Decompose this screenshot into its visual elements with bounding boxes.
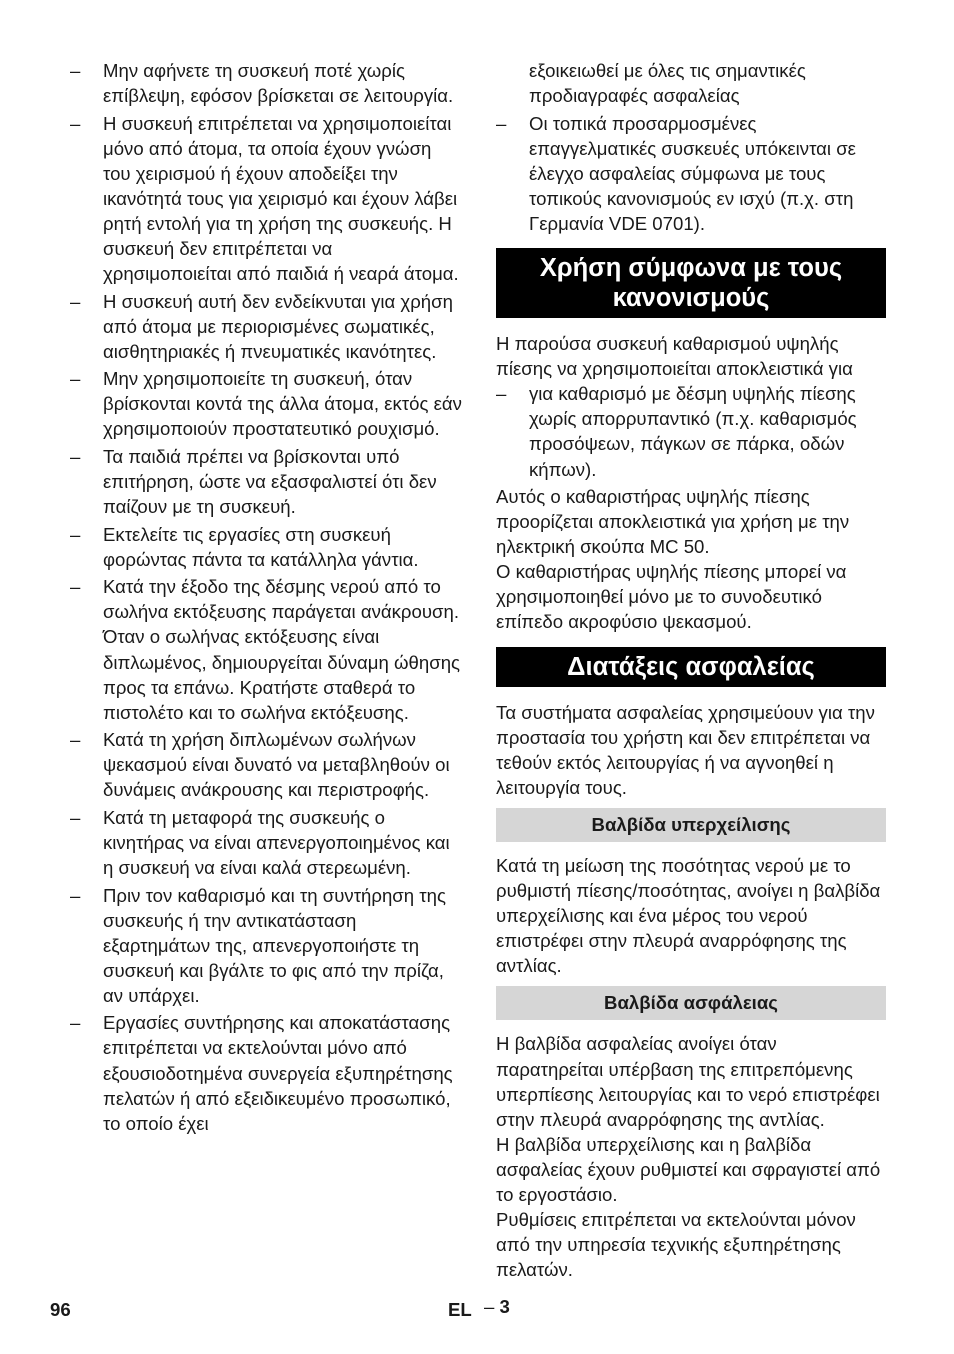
bullet-dash: –: [496, 112, 507, 134]
bullet-dash: –: [496, 383, 507, 405]
bullet-dash: –: [70, 729, 81, 751]
section-heading-intended-use: Χρήση σύμφωνα με τους κανονισμούς: [496, 248, 886, 318]
bullet-dash: –: [70, 60, 81, 81]
bullet-dash: –: [70, 112, 81, 134]
paragraph: Ρυθμίσεις επιτρέπεται να εκτελούνται μόνον από την υπηρεσία τεχνικής εξυπηρέτησης πελατών.: [496, 1209, 856, 1281]
list-item: – Μην χρησιμοποιείτε τη συσκευή, όταν βρίσκονται κοντά της άλλα άτομα, εκτός εάν χρησιμοποιούν προστατευτικό ρουχισμό.: [70, 368, 462, 440]
bullet-dash: –: [70, 290, 81, 312]
paragraph: Τα συστήματα ασφαλείας χρησιμεύουν για την προστασία του χρήστη και δεν επιτρέπεται να τεθούν εκτός λειτουργίας ή να αγνοηθεί η λειτουργία τους.: [496, 701, 875, 798]
language-code: EL: [448, 1299, 472, 1320]
list-item: – Εκτελείτε τις εργασίες στη συσκευή φορώντας πάντα τα κατάλληλα γάντια.: [70, 523, 419, 570]
list-item: – Οι τοπικά προσαρμοσμένες επαγγελματικές συσκευές υπόκεινται σε έλεγχο ασφαλείας σύμφωνα με τους τοπικούς κανονισμούς εν ισχύ (π.χ. στη Γερμανία VDE 0701).: [496, 112, 856, 234]
list-item: – Η συσκευή αυτή δεν ενδείκνυται για χρήση από άτομα με περιορισμένες σωματικές, αισθητηριακές ή πνευματικές ικανότητες.: [70, 290, 453, 362]
bullet-dash: –: [70, 368, 81, 390]
list-item: – Τα παιδιά πρέπει να βρίσκονται υπό επιτήρηση, ώστε να εξασφαλιστεί ότι δεν παίζουν με τη συσκευή.: [70, 445, 437, 518]
list-item: – Κατά τη μεταφορά της συσκευής ο κινητήρας να είναι απενεργοποιημένος και η συσκευή να είναι καλά στερεωμένη.: [70, 806, 450, 879]
page-number: 96: [50, 1299, 71, 1320]
paragraph: Κατά τη μείωση της ποσότητας νερού με το ρυθμιστή πίεσης/ποσότητας, ανοίγει η βαλβίδα υπερχείλισης και ένα μέρος του νερού επιστρέφει στην πλευρά αναρρόφησης της αντλίας.: [496, 854, 881, 977]
list-item: – Εργασίες συντήρησης και αποκατάστασης επιτρέπεται να εκτελούνται μόνο από εξουσιοδοτημένα συνεργεία εξυπηρέτησης πελατών ή από εξειδικευμένο προσωπικό, το οποίο έχει: [70, 1012, 453, 1134]
paragraph: Αυτός ο καθαριστήρας υψηλής πίεσης προορίζεται αποκλειστικά για χρήση με την ηλεκτρική σκούπα MC 50.: [496, 486, 850, 558]
paragraph: Η βαλβίδα ασφαλείας ανοίγει όταν παρατηρείται υπέρβαση της επιτρεπόμενης υπερπίεσης λειτουργίας και το νερό επιστρέφει στην πλευρά αναρρόφησης της αντλίας.: [496, 1033, 880, 1130]
bullet-dash: –: [70, 884, 81, 906]
bullet-dash: –: [70, 576, 81, 598]
paragraph: Ο καθαριστήρας υψηλής πίεσης μπορεί να χρησιμοποιηθεί μόνο με το συνοδευτικό επίπεδο ακροφύσιο ψεκασμού.: [496, 561, 847, 633]
left-column: [70, 58, 462, 1138]
bullet-dash: –: [70, 445, 81, 467]
bullet-dash: –: [70, 523, 81, 545]
list-item: – για καθαρισμό με δέσμη υψηλής πίεσης χωρίς απορρυπαντικό (π.χ. καθαρισμός προσόψεων, πάγκων σε πάρκα, οδών κήπων).: [496, 383, 857, 480]
list-item: – Μην αφήνετε τη συσκευή ποτέ χωρίς επίβλεψη, εφόσον βρίσκεται σε λειτουργία.: [70, 60, 454, 107]
subheading-overflow-valve: Βαλβίδα υπερχείλισης: [496, 808, 886, 842]
subheading-safety-valve: Βαλβίδα ασφάλειας: [496, 986, 886, 1020]
list-item: – Πριν τον καθαρισμό και τη συντήρηση της συσκευής ή την αντικατάσταση εξαρτημάτων της, απενεργοποιήστε τη συσκευή και βγάλτε το φις από την πρίζα, αν υπάρχει.: [70, 884, 446, 1006]
list-item: – Η συσκευή επιτρέπεται να χρησιμοποιείται μόνο από άτομα, τα οποία έχουν γνώση του χειρισμού ή έχουν αποδείξει την ικανότητά τους για χειρισμό και έχουν λάβει ρητή εντολή για τη χρήση της συσκευής. Η συσκευή δεν επιτρέπεται να χρησιμοποιείται από παιδιά ή νεαρά άτομα.: [70, 112, 459, 285]
paragraph: Η παρούσα συσκευή καθαρισμού υψηλής πίεσης να χρησιμοποιείται αποκλειστικά για: [496, 333, 853, 380]
right-column: [496, 58, 886, 1282]
section-number: [484, 1296, 510, 1318]
list-item: – Κατά τη χρήση διπλωμένων σωλήνων ψεκασμού είναι δυνατό να μεταβληθούν οι δυνάμεις ανάκρουσης και περιστροφής.: [70, 729, 450, 801]
section-dash: –: [484, 1296, 495, 1317]
bullet-dash: –: [70, 806, 81, 828]
section-number-value: 3: [499, 1296, 510, 1317]
paragraph: Η βαλβίδα υπερχείλισης και η βαλβίδα ασφαλείας έχουν ρυθμιστεί και σφραγιστεί από το εργοστάσιο.: [496, 1133, 881, 1205]
list-item-continuation: εξοικειωθεί με όλες τις σημαντικές προδιαγραφές ασφαλείας: [529, 60, 806, 107]
list-item: – Κατά την έξοδο της δέσμης νερού από το σωλήνα εκτόξευσης παράγεται ανάκρουση. Όταν ο σωλήνας εκτόξευσης είναι διπλωμένος, δημιουργείται δύναμη ώθησης προς τα επάνω. Κρατήστε σταθερά το πιστολέτο και το σωλήνα εκτόξευσης.: [70, 576, 461, 723]
bullet-dash: –: [70, 1012, 81, 1034]
section-heading-safety-devices: Διατάξεις ασφαλείας: [496, 647, 886, 687]
